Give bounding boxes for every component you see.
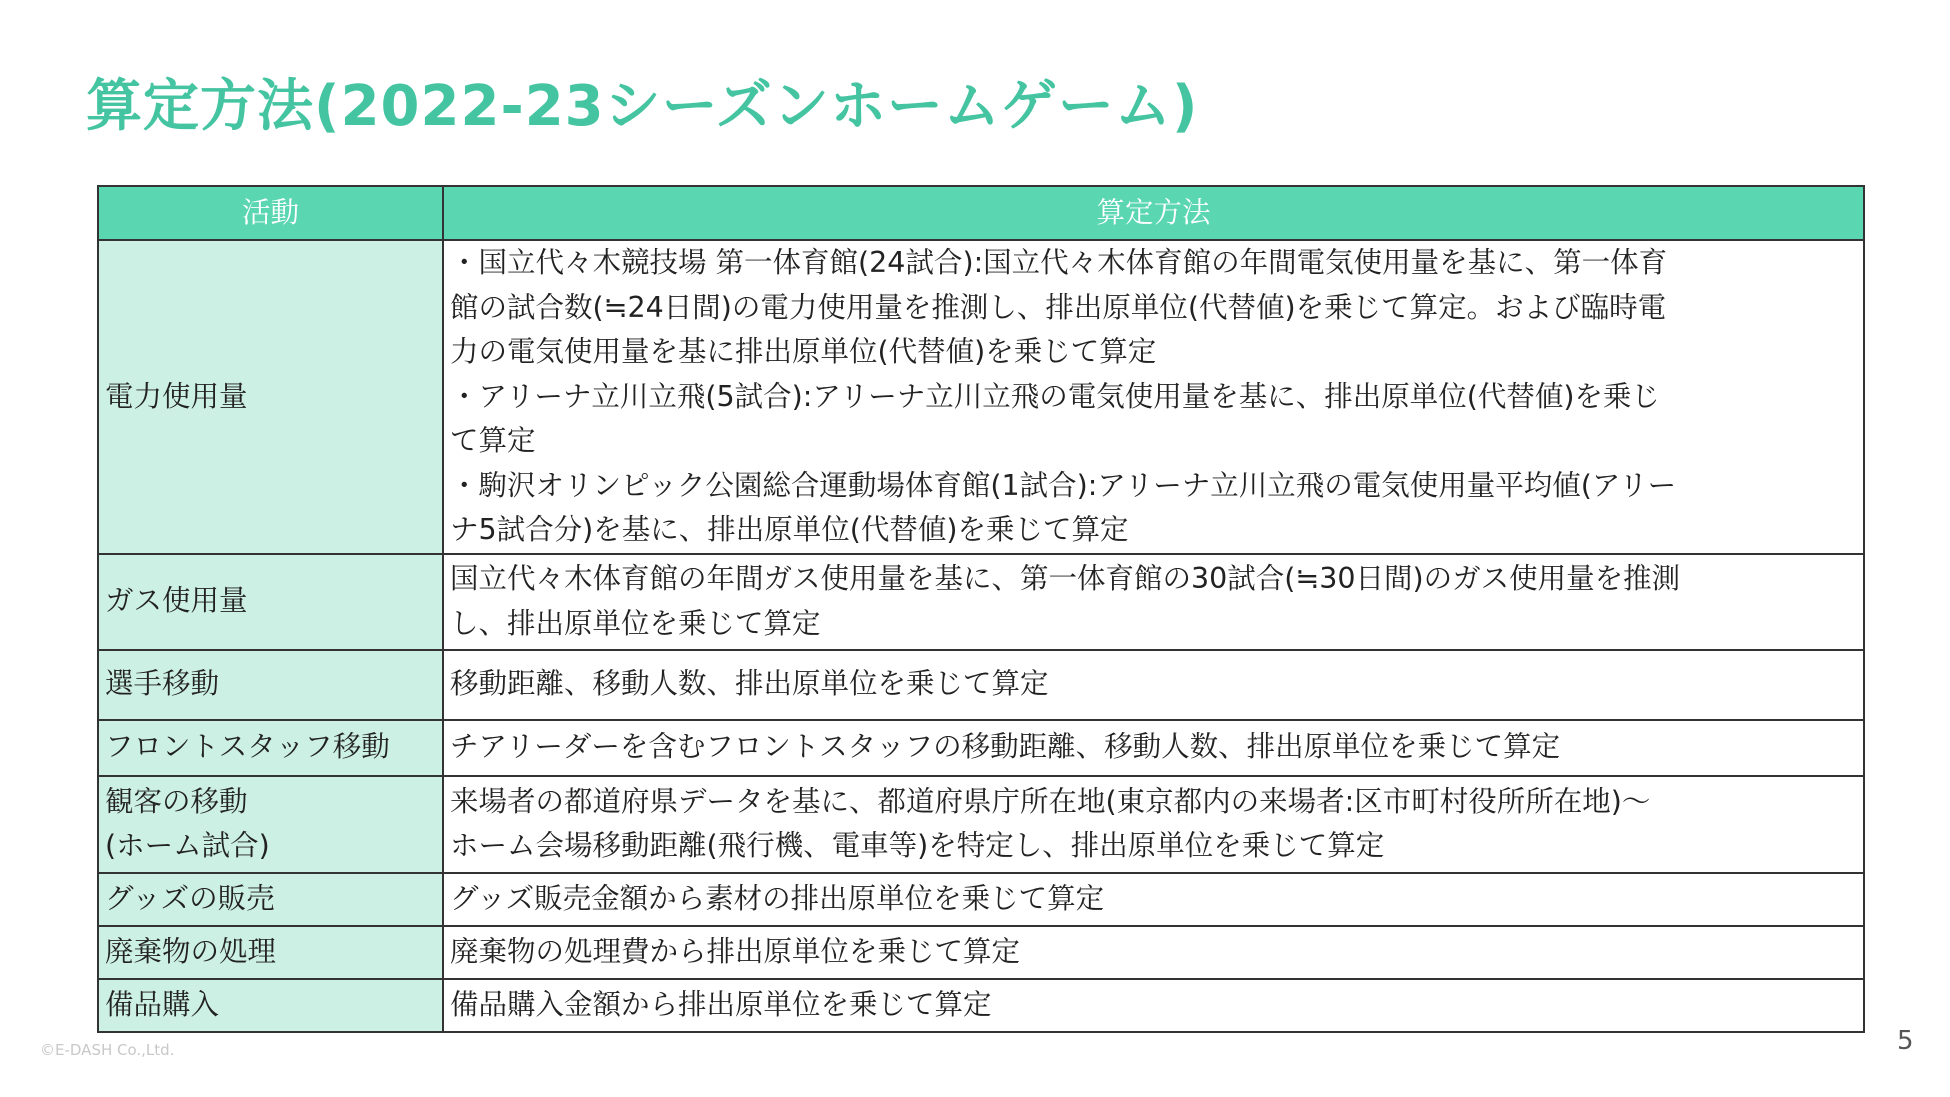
activity-label: 電力使用量 [105, 379, 248, 413]
method-text: チアリーダーを含むフロントスタッフの移動距離、移動人数、排出原単位を乗じて算定 [450, 730, 1561, 764]
activity-cell [98, 926, 443, 979]
activity-label: ガス使用量 [105, 584, 248, 618]
method-text: ナ5試合分)を基に、排出原単位(代替値)を乗じて算定 [450, 513, 1129, 546]
table-row [98, 873, 1864, 926]
method-text: 力の電気使用量を基に排出原単位(代替値)を乗じて算定 [450, 335, 1157, 368]
activity-cell [98, 720, 443, 776]
method-text: ・駒沢オリンピック公園総合運動場体育館(1試合):アリーナ立川立飛の電気使用量平均値(アリー [450, 468, 1677, 502]
method-text: 廃棄物の処理費から排出原単位を乗じて算定 [450, 934, 1021, 968]
page-title: 算定方法(2022-23シーズンホームゲーム) [86, 74, 1199, 139]
method-text: ・国立代々木競技場 第一体育館(24試合):国立代々木体育館の年間電気使用量を基に、第一体育 [450, 246, 1668, 279]
table-row [98, 650, 1864, 720]
page-number: 5 [1897, 1026, 1914, 1056]
table-row [98, 240, 1864, 554]
copyright-notice: ©E-DASH Co.,Ltd. [40, 1041, 175, 1059]
method-text: 移動距離、移動人数、排出原単位を乗じて算定 [450, 667, 1049, 701]
method-text: 備品購入金額から排出原単位を乗じて算定 [450, 987, 992, 1021]
header-activity: 活動 [98, 186, 443, 240]
method-text: グッズ販売金額から素材の排出原単位を乗じて算定 [450, 881, 1105, 915]
calculation-method-table [97, 185, 1865, 1033]
activity-label: 選手移動 [105, 667, 220, 701]
header-method: 算定方法 [443, 186, 1864, 240]
method-cell [443, 650, 1864, 720]
activity-cell [98, 650, 443, 720]
activity-cell [98, 979, 443, 1032]
table-row [98, 979, 1864, 1032]
method-cell [443, 979, 1864, 1032]
method-cell [443, 554, 1864, 650]
method-text: 館の試合数(≒24日間)の電力使用量を推測し、排出原単位(代替値)を乗じて算定。および臨時電 [450, 290, 1667, 324]
method-text: ・アリーナ立川立飛(5試合):アリーナ立川立飛の電気使用量を基に、排出原単位(代替値)を乗じ [450, 379, 1660, 413]
table-row [98, 720, 1864, 776]
method-cell [443, 926, 1864, 979]
activity-label: フロントスタッフ移動 [105, 730, 390, 764]
method-text: ホーム会場移動距離(飛行機、電車等)を特定し、排出原単位を乗じて算定 [450, 829, 1385, 862]
activity-cell [98, 776, 443, 873]
method-cell [443, 240, 1864, 554]
method-text: て算定 [450, 424, 536, 457]
activity-label: グッズの販売 [105, 881, 275, 915]
activity-cell [98, 873, 443, 926]
activity-cell [98, 554, 443, 650]
table-header-row [98, 186, 1864, 240]
table-row [98, 554, 1864, 650]
activity-cell [98, 240, 443, 554]
activity-label: 廃棄物の処理 [105, 934, 277, 968]
method-cell [443, 720, 1864, 776]
activity-label: (ホーム試合) [105, 829, 270, 862]
activity-label: 備品購入 [105, 987, 220, 1021]
table-row [98, 926, 1864, 979]
method-cell [443, 776, 1864, 873]
table-row [98, 776, 1864, 873]
method-text: し、排出原単位を乗じて算定 [450, 606, 821, 640]
method-text: 来場者の都道府県データを基に、都道府県庁所在地(東京都内の来場者:区市町村役所所在地)〜 [450, 784, 1651, 818]
activity-label: 観客の移動 [105, 784, 248, 818]
method-cell [443, 873, 1864, 926]
method-text: 国立代々木体育館の年間ガス使用量を基に、第一体育館の30試合(≒30日間)のガス使用量を推測 [450, 562, 1681, 595]
